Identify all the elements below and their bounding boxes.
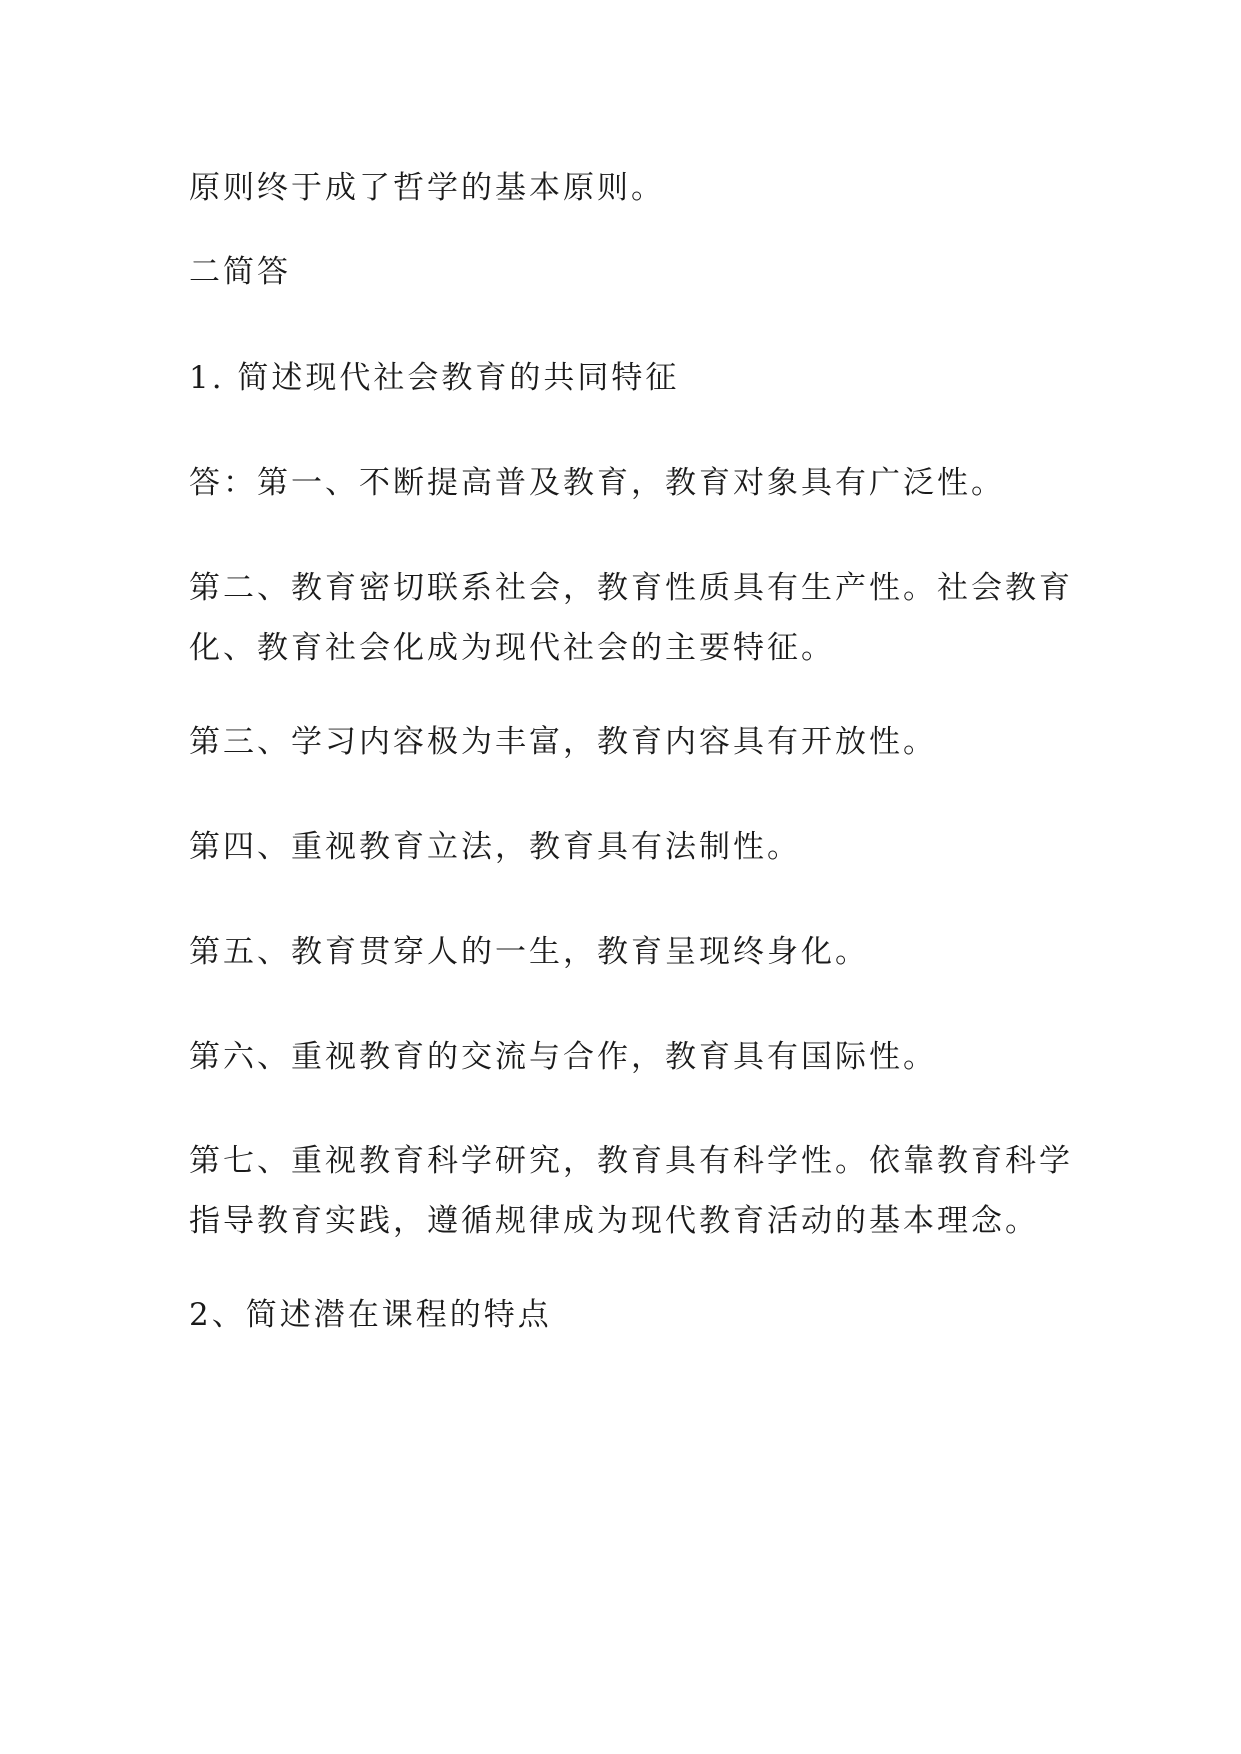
text-line: 原则终于成了哲学的基本原则。 — [189, 170, 665, 206]
answer-point-2 — [189, 558, 1073, 678]
text-line: 第六、重视教育的交流与合作，教育具有国际性。 — [189, 1039, 937, 1075]
text-line: 二简答 — [189, 254, 291, 290]
text-line: 第四、重视教育立法，教育具有法制性。 — [189, 829, 801, 865]
paragraph-principle-conclusion — [189, 158, 1059, 218]
text-line: 2、简述潜在课程的特点 — [189, 1297, 552, 1333]
answer-point-1 — [189, 453, 1059, 513]
text-line: 第五、教育贯穿人的一生，教育呈现终身化。 — [189, 934, 869, 970]
text-line: 第七、重视教育科学研究，教育具有科学性。依靠教育科学 — [189, 1143, 1073, 1179]
question-2-heading — [189, 1285, 1059, 1345]
text-line: 指导教育实践，遵循规律成为现代教育活动的基本理念。 — [189, 1203, 1039, 1239]
answer-point-6 — [189, 1027, 1059, 1087]
answer-point-7 — [189, 1131, 1073, 1251]
answer-point-5 — [189, 922, 1059, 982]
answer-point-3 — [189, 712, 1059, 772]
section-heading-short-answer — [189, 242, 1059, 302]
answer-point-4 — [189, 817, 1059, 877]
text-line: 答：第一、不断提高普及教育，教育对象具有广泛性。 — [189, 465, 1005, 501]
text-line: 化、教育社会化成为现代社会的主要特征。 — [189, 630, 835, 666]
text-line: 第三、学习内容极为丰富，教育内容具有开放性。 — [189, 724, 937, 760]
text-line: 第二、教育密切联系社会，教育性质具有生产性。社会教育 — [189, 570, 1073, 606]
question-1-heading — [189, 348, 1059, 408]
text-line: 1. 简述现代社会教育的共同特征 — [189, 360, 680, 396]
